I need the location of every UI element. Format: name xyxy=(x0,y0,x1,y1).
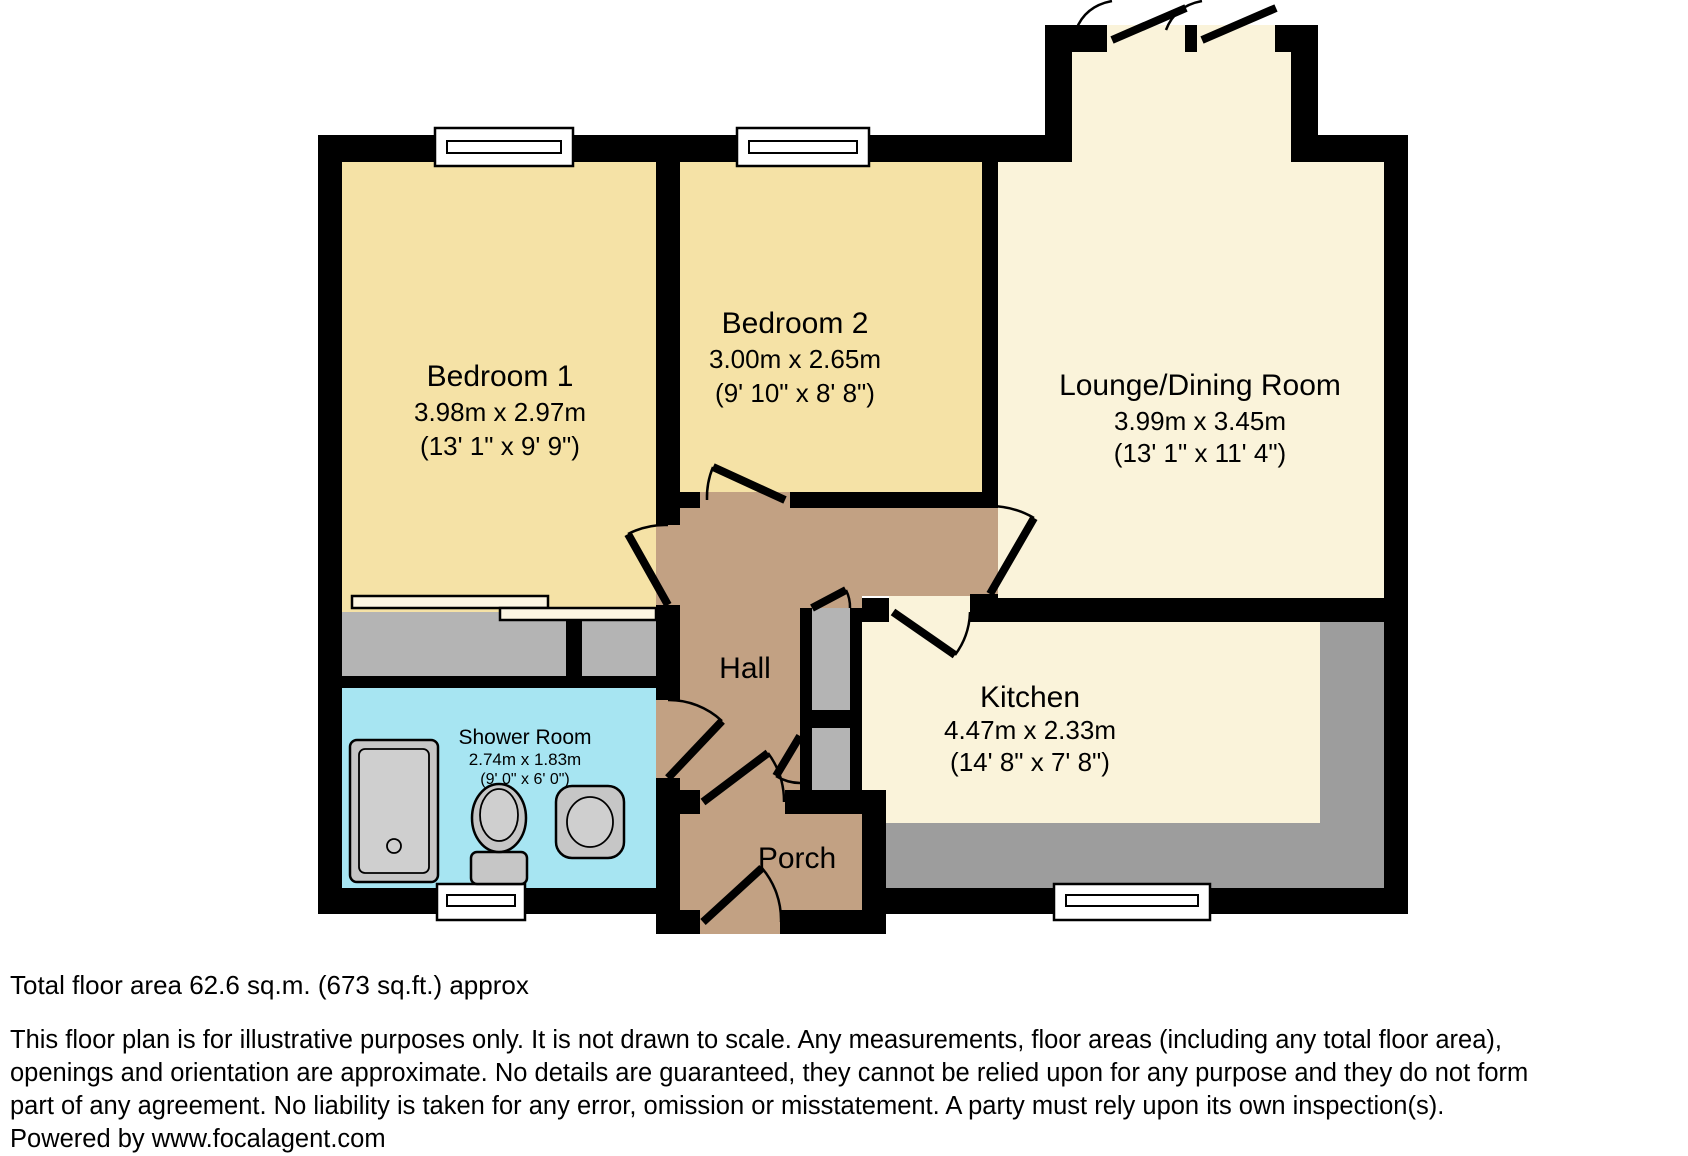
cupboard-2 xyxy=(812,728,850,790)
bedroom2-dim-imperial: (9' 10" x 8' 8") xyxy=(715,378,875,408)
window-icon xyxy=(1054,884,1210,920)
total-floor-area: Total floor area 62.6 sq.m. (673 sq.ft.) approx xyxy=(10,970,529,1000)
hall-name: Hall xyxy=(719,652,771,685)
kitchen-name: Kitchen xyxy=(979,681,1081,714)
kitchen-dim-metric: 4.47m x 2.33m xyxy=(944,715,1116,745)
bedroom2-dim-metric: 3.00m x 2.65m xyxy=(709,344,881,374)
lounge-name: Lounge/Dining Room xyxy=(1059,369,1341,402)
shower-dim-imperial: (9' 0" x 6' 0") xyxy=(480,771,570,788)
wardrobe-right xyxy=(582,612,656,676)
sliding-door-icon xyxy=(500,608,656,620)
window-icon xyxy=(435,128,573,166)
sliding-door-icon xyxy=(352,596,548,608)
cupboard-1 xyxy=(812,608,850,710)
kitchen-counter-bottom xyxy=(886,823,1320,888)
shower-tray-icon xyxy=(350,740,438,882)
disclaimer-line: openings and orientation are approximate. No details are guaranteed, they cannot be relied upon for any purpose and they do not form xyxy=(10,1059,1529,1087)
hall-band-floor xyxy=(680,508,982,596)
powered-by: Powered by www.focalagent.com xyxy=(10,1125,386,1153)
wardrobe-left xyxy=(342,612,566,676)
toilet-icon xyxy=(471,784,527,884)
shower-dim-metric: 2.74m x 1.83m xyxy=(468,750,582,769)
disclaimer xyxy=(10,1024,1670,1156)
bedroom1-dim-imperial: (13' 1" x 9' 9") xyxy=(420,431,580,461)
bedroom1-dim-metric: 3.98m x 2.97m xyxy=(414,397,586,427)
bay-floor xyxy=(1072,52,1292,162)
lounge-dim-imperial: (13' 1" x 11' 4") xyxy=(1113,438,1287,468)
sink-icon xyxy=(556,786,624,858)
disclaimer-line: This floor plan is for illustrative purposes only. It is not drawn to scale. Any measurements, floor areas (including any total floor area), xyxy=(10,1026,1502,1054)
window-icon xyxy=(437,884,525,920)
shower-name: Shower Room xyxy=(458,726,592,749)
lounge-dim-metric: 3.99m x 3.45m xyxy=(1114,406,1286,436)
window-icon xyxy=(737,128,869,166)
kitchen-dim-imperial: (14' 8" x 7' 8") xyxy=(950,747,1110,777)
porch-name: Porch xyxy=(757,842,837,875)
bedroom1-name: Bedroom 1 xyxy=(426,360,574,393)
disclaimer-line: part of any agreement. No liability is taken for any error, omission or misstatement. A party must rely upon its own inspection(s). xyxy=(10,1092,1445,1120)
kitchen-counter-right xyxy=(1320,622,1384,888)
bedroom2-name: Bedroom 2 xyxy=(721,307,869,340)
